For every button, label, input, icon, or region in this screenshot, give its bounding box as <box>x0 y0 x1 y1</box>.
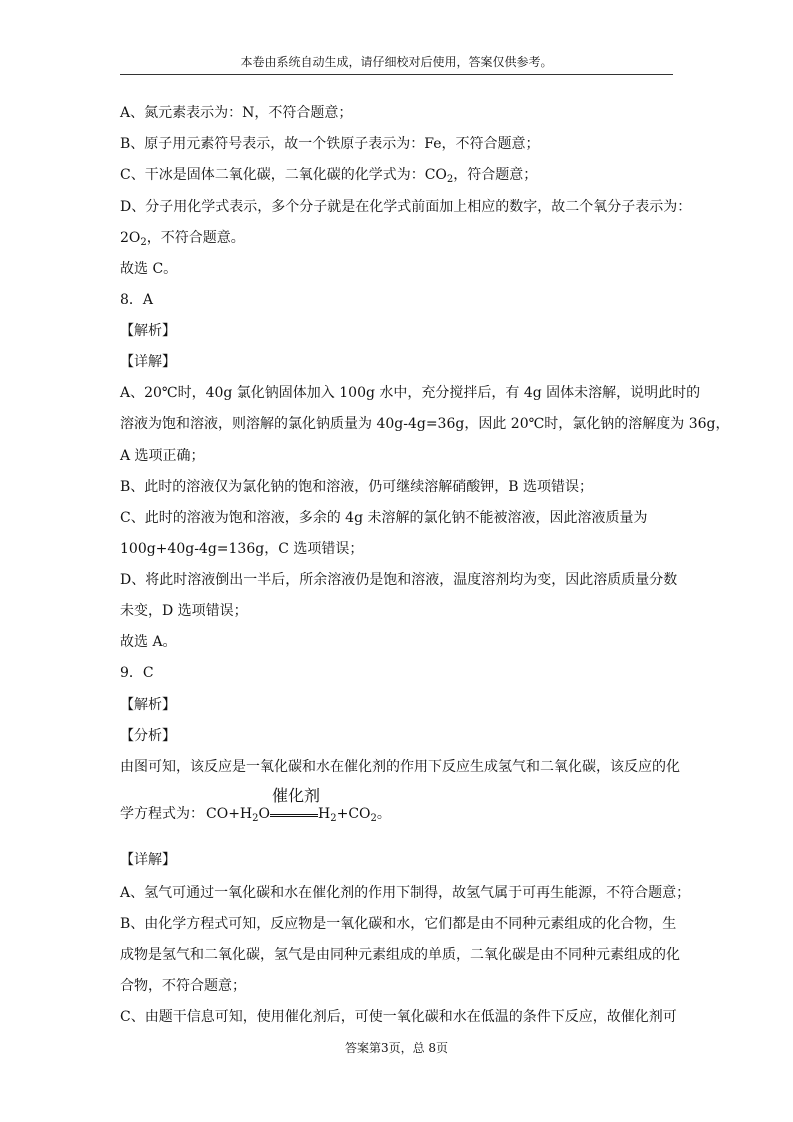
question-answer: 8．A <box>120 292 154 308</box>
page-footer: 答案第3页，总 8页 <box>344 1041 449 1055</box>
text-line: 故选 C。 <box>120 261 178 277</box>
subscript: 2 <box>370 813 377 824</box>
reaction-arrow <box>270 816 318 817</box>
subscript: 2 <box>252 813 259 824</box>
text-line: A、氢气可通过一氧化碳和水在催化剂的作用下制得，故氢气属于可再生能源，不符合题意； <box>120 885 691 901</box>
section-heading: 【详解】 <box>120 354 176 370</box>
text-line: 由图可知，该反应是一氧化碳和水在催化剂的作用下反应生成氢气和二氧化碳，该反应的化 <box>120 759 680 775</box>
text-segment: ，符合题意； <box>453 167 538 183</box>
text-segment: O <box>258 806 270 822</box>
text-segment: CO+H <box>206 806 253 822</box>
text-line: A 选项正确； <box>120 448 205 464</box>
header-rule <box>120 74 673 75</box>
text-line: 未变，D 选项错误； <box>120 603 248 619</box>
text-segment: H <box>318 806 331 822</box>
text-line: B、此时的溶液仅为氯化钠的饱和溶液，仍可继续溶解硝酸钾，B 选项错误； <box>120 479 594 495</box>
text-line: B、由化学方程式可知，反应物是一氧化碳和水，它们都是由不同种元素组成的化合物，生 <box>120 916 677 932</box>
text-line: 100g+40g-4g=136g，C 选项错误； <box>120 541 364 557</box>
subscript: 2 <box>330 813 337 824</box>
text-line: 成物是氢气和二氧化碳，氢气是由同种元素组成的单质，二氧化碳是由不同种元素组成的化 <box>120 947 680 963</box>
text-line: 故选 A。 <box>120 634 177 650</box>
text-segment: 2O <box>120 230 141 246</box>
question-answer: 9．C <box>120 665 154 681</box>
text-line <box>120 166 680 184</box>
text-line: A、20℃时，40g 氯化钠固体加入 100g 水中，充分搅拌后，有 4g 固体未溶解，说明此时的 <box>120 385 701 401</box>
text-line: D、分子用化学式表示，多个分子就是在化学式前面加上相应的数字，故二个氧分子表示为： <box>120 199 692 215</box>
equation-reactants <box>206 805 270 823</box>
text-line: B、原子用元素符号表示，故一个铁原子表示为：Fe，不符合题意； <box>120 136 540 152</box>
section-heading: 【详解】 <box>120 852 176 868</box>
subscript: 2 <box>446 174 454 185</box>
text-line: 合物，不符合题意； <box>120 978 246 994</box>
section-heading: 【解析】 <box>120 323 176 339</box>
text-line: 溶液为饱和溶液，则溶解的氯化钠质量为 40g-4g=36g，因此 20℃时，氯化钠的溶解度为 36g， <box>120 416 730 432</box>
text-line: C、由题干信息可知，使用催化剂后，可使一氧化碳和水在低温的条件下反应，故催化剂可 <box>120 1009 677 1025</box>
section-heading: 【分析】 <box>120 728 176 744</box>
text-segment: 。 <box>376 806 391 822</box>
equation-prefix: 学方程式为： <box>120 806 204 822</box>
text-segment: +CO <box>336 806 371 822</box>
text-segment: C、干冰是固体二氧化碳，二氧化碳的化学式为：CO <box>120 167 447 183</box>
text-line: C、此时的溶液为饱和溶液，多余的 4g 未溶解的氯化钠不能被溶液，因此溶液质量为 <box>120 510 648 526</box>
catalyst-label: 催化剂 <box>272 786 321 805</box>
text-line: D、将此时溶液倒出一半后，所余溶液仍是饱和溶液，温度溶剂均为变，因此溶质质量分数 <box>120 572 678 588</box>
subscript: 2 <box>140 237 147 248</box>
text-line: A、氮元素表示为：N，不符合题意； <box>120 105 353 121</box>
section-heading: 【解析】 <box>120 697 176 713</box>
reaction-arrow <box>270 814 318 815</box>
text-segment: ，不符合题意。 <box>146 230 245 246</box>
page-header: 本卷由系统自动生成，请仔细校对后使用，答案仅供参考。 <box>240 55 553 69</box>
text-line <box>120 229 680 247</box>
equation-products <box>318 805 391 823</box>
